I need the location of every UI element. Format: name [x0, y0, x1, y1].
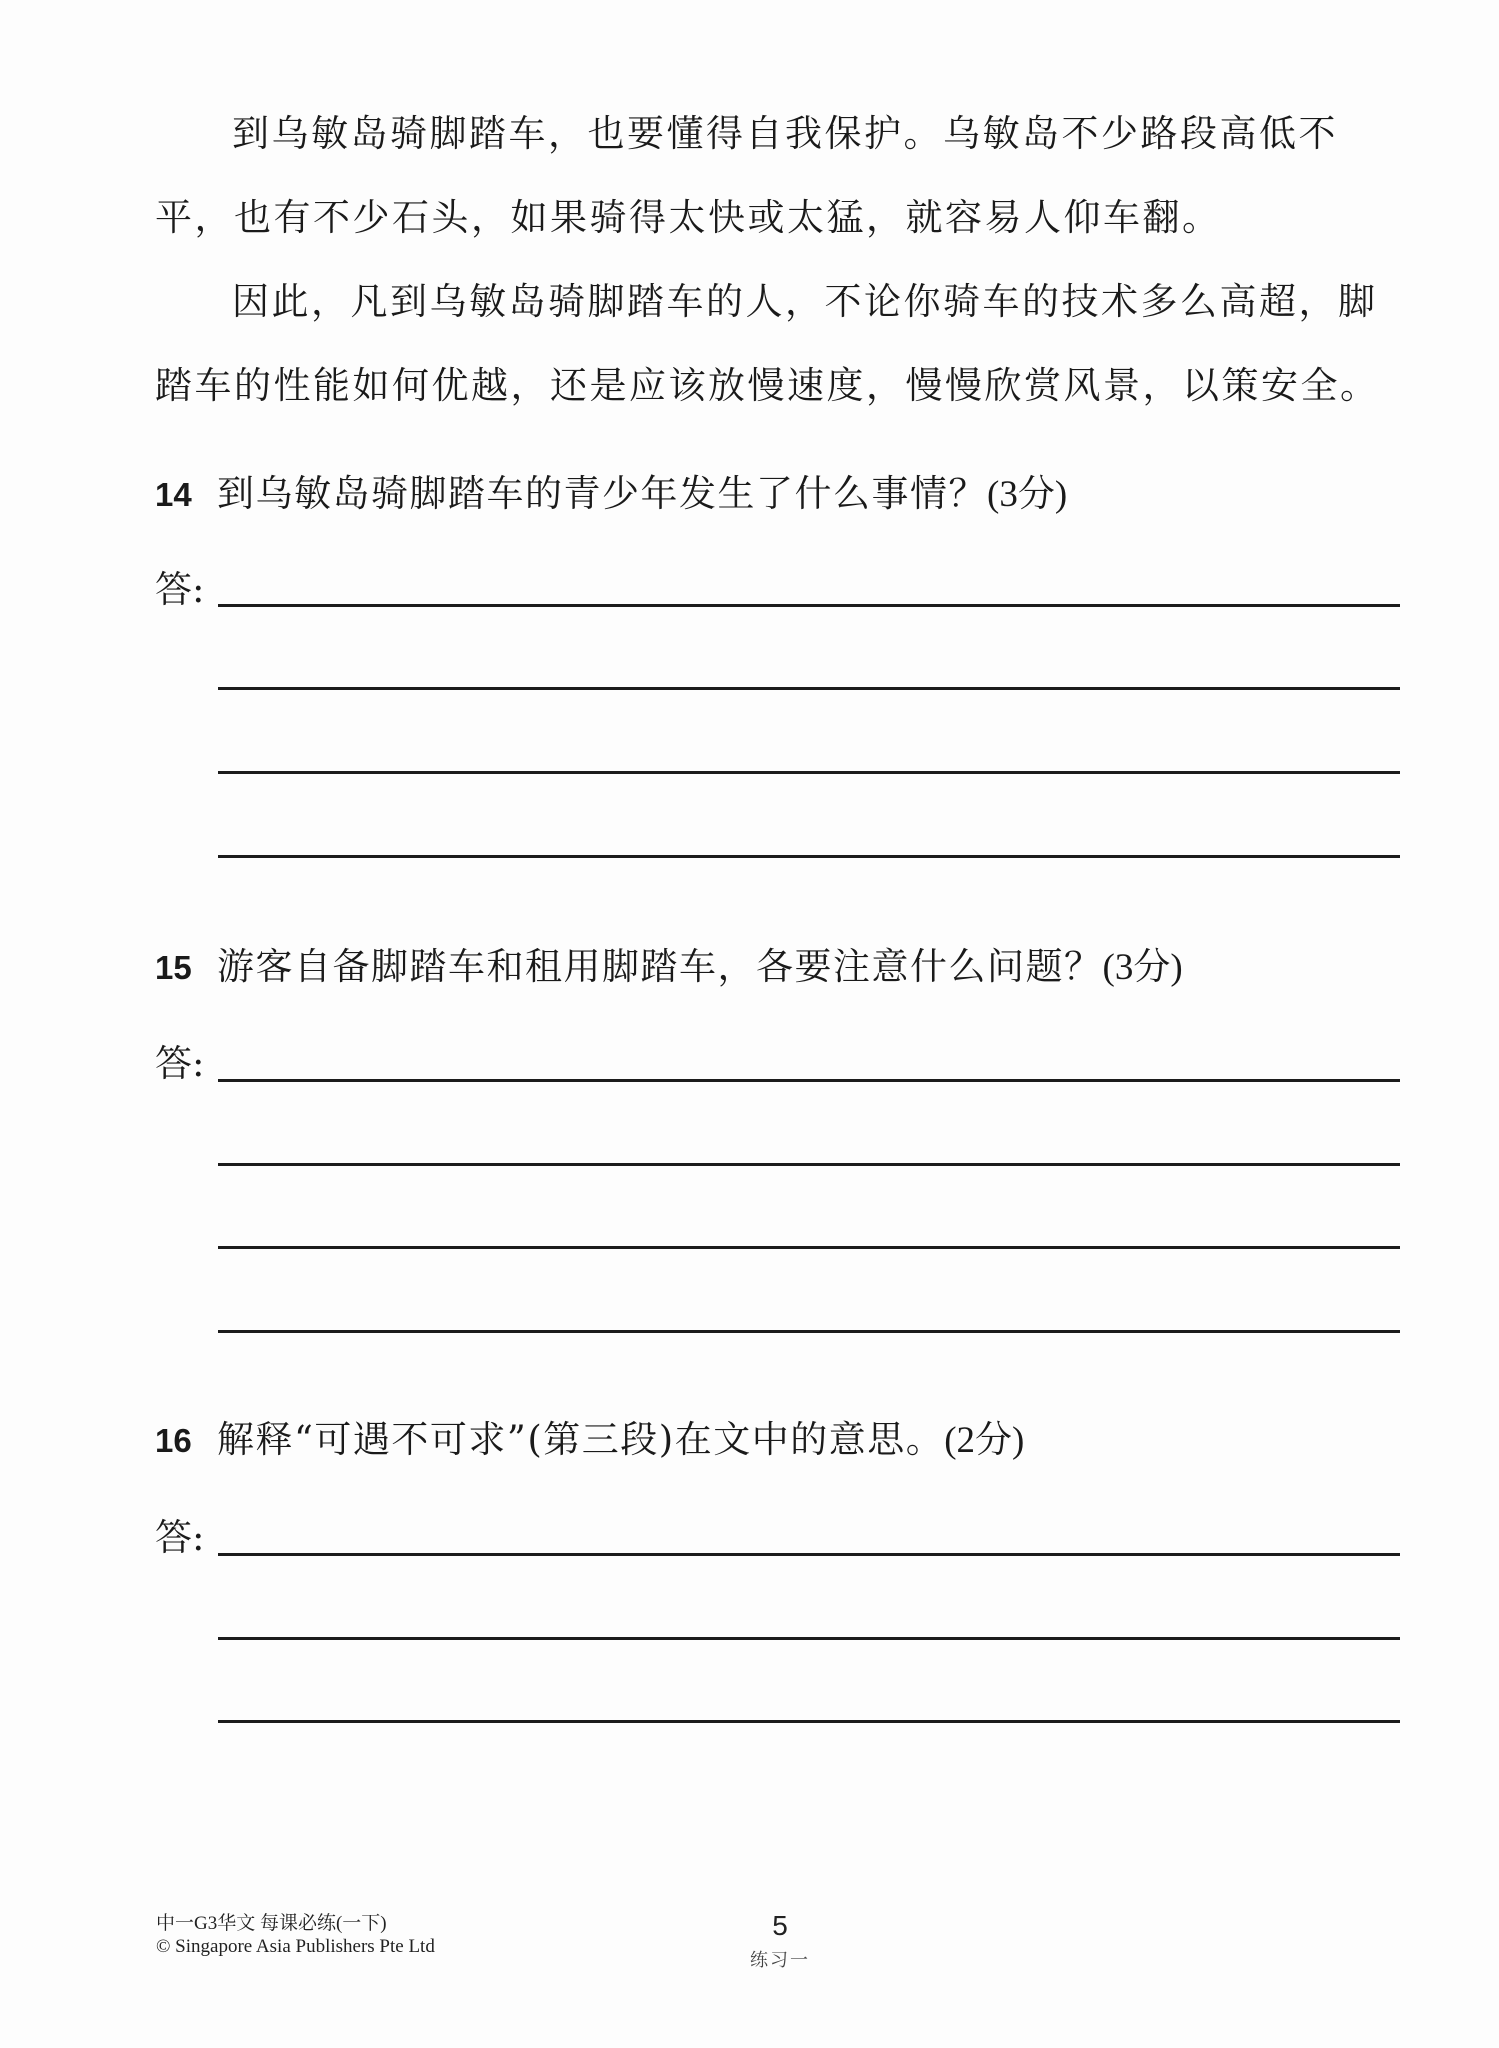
answer-label: 答: [155, 1516, 205, 1559]
answer-line[interactable] [218, 855, 1400, 858]
answer-line[interactable] [218, 1330, 1400, 1333]
question-prompt [155, 943, 1183, 992]
answer-line[interactable] [218, 1163, 1400, 1166]
passage-paragraph: 因此，凡到乌敏岛骑脚踏车的人，不论你骑车的技术多么高超，脚踏车的性能如何优越，还是应该放慢速度，慢慢欣赏风景，以策安全。 [155, 280, 1380, 407]
answer-line[interactable] [218, 687, 1400, 690]
question-prompt [155, 1416, 1024, 1465]
question-text: 游客自备脚踏车和租用脚踏车，各要注意什么问题？ [217, 945, 1103, 988]
section-label: 练习一 [750, 1950, 810, 1971]
answer-line[interactable] [218, 1553, 1400, 1556]
question-marks: (2分) [944, 1420, 1025, 1461]
question-marks: (3分) [1102, 947, 1183, 988]
answer-line[interactable] [218, 1079, 1400, 1082]
footer-publisher [156, 1912, 435, 1958]
answer-line[interactable] [218, 1720, 1400, 1723]
question-prompt [155, 470, 1067, 519]
question-number: 16 [155, 1422, 192, 1459]
answer-label: 答: [155, 1042, 205, 1085]
answer-line[interactable] [218, 1246, 1400, 1249]
answer-line[interactable] [218, 771, 1400, 774]
answer-line[interactable] [218, 604, 1400, 607]
book-title: 中一G3华文 每课必练(一下) [156, 1913, 387, 1934]
question-text: 到乌敏岛骑脚踏车的青少年发生了什么事情？ [217, 472, 987, 515]
page-number: 5 [772, 1910, 788, 1941]
passage-paragraph: 到乌敏岛骑脚踏车，也要懂得自我保护。乌敏岛不少路段高低不平，也有不少石头，如果骑得太快或太猛，就容易人仰车翻。 [155, 112, 1338, 239]
copyright: © Singapore Asia Publishers Pte Ltd [156, 1936, 435, 1957]
question-number: 15 [155, 949, 192, 986]
question-text: 解释“可遇不可求”(第三段)在文中的意思。 [217, 1418, 945, 1461]
answer-label: 答: [155, 568, 205, 611]
question-marks: (3分) [987, 474, 1068, 515]
answer-line[interactable] [218, 1637, 1400, 1640]
question-number: 14 [155, 476, 192, 513]
